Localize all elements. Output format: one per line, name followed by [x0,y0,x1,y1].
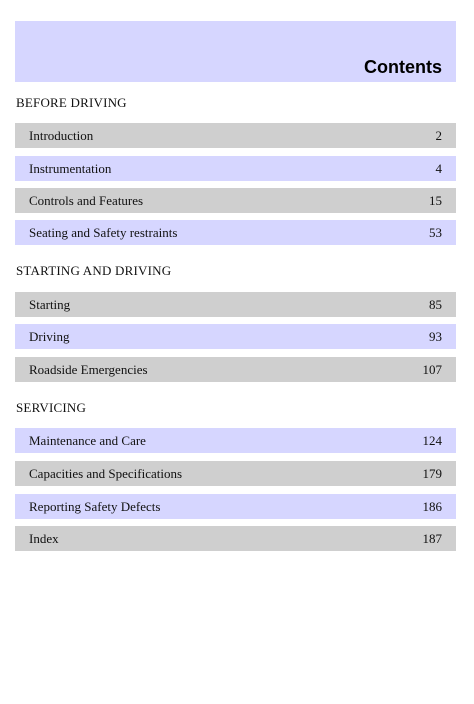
toc-entry-label: Introduction [29,128,94,143]
contents-header-band [15,21,456,82]
toc-entry-instrumentation[interactable] [15,156,456,181]
toc-entry-maintenance-and-care[interactable] [15,428,456,453]
toc-entry-label: Driving [29,329,70,344]
toc-entry-page: 107 [422,362,442,377]
toc-entry-page: 15 [429,193,442,208]
toc-entry-label: Capacities and Specifications [29,466,183,481]
toc-entry-starting[interactable] [15,292,456,317]
toc-entry-label: Reporting Safety Defects [29,499,161,514]
toc-entry-seating-and-safety-restraints[interactable] [15,220,456,245]
toc-entry-label: Roadside Emergencies [29,362,148,377]
toc-entry-label: Instrumentation [29,161,112,176]
toc-entry-label: Index [29,531,59,546]
section-heading-before-driving: BEFORE DRIVING [16,95,127,110]
toc-entry-page: 53 [429,225,442,240]
toc-entry-introduction[interactable] [15,123,456,148]
page-title: Contents [364,57,442,77]
toc-entry-label: Controls and Features [29,193,144,208]
toc-entry-controls-and-features[interactable] [15,188,456,213]
section-heading-starting-and-driving: STARTING AND DRIVING [16,263,172,278]
toc-entry-index[interactable] [15,526,456,551]
toc-entry-capacities-and-specifications[interactable] [15,461,456,486]
toc-entry-page: 186 [422,499,442,514]
toc-entry-reporting-safety-defects[interactable] [15,494,456,519]
toc-entry-label: Maintenance and Care [29,433,146,448]
toc-entry-driving[interactable] [15,324,456,349]
toc-entry-label: Seating and Safety restraints [29,225,178,240]
toc-entry-page: 4 [435,161,442,176]
toc-entry-page: 2 [435,128,442,143]
toc-entry-page: 179 [422,466,442,481]
toc-entry-page: 85 [429,297,442,312]
toc-entry-page: 187 [422,531,442,546]
toc-entry-label: Starting [29,297,71,312]
toc-entry-page: 124 [422,433,442,448]
toc-entry-page: 93 [429,329,442,344]
section-heading-servicing: SERVICING [16,400,87,415]
toc-entry-roadside-emergencies[interactable] [15,357,456,382]
